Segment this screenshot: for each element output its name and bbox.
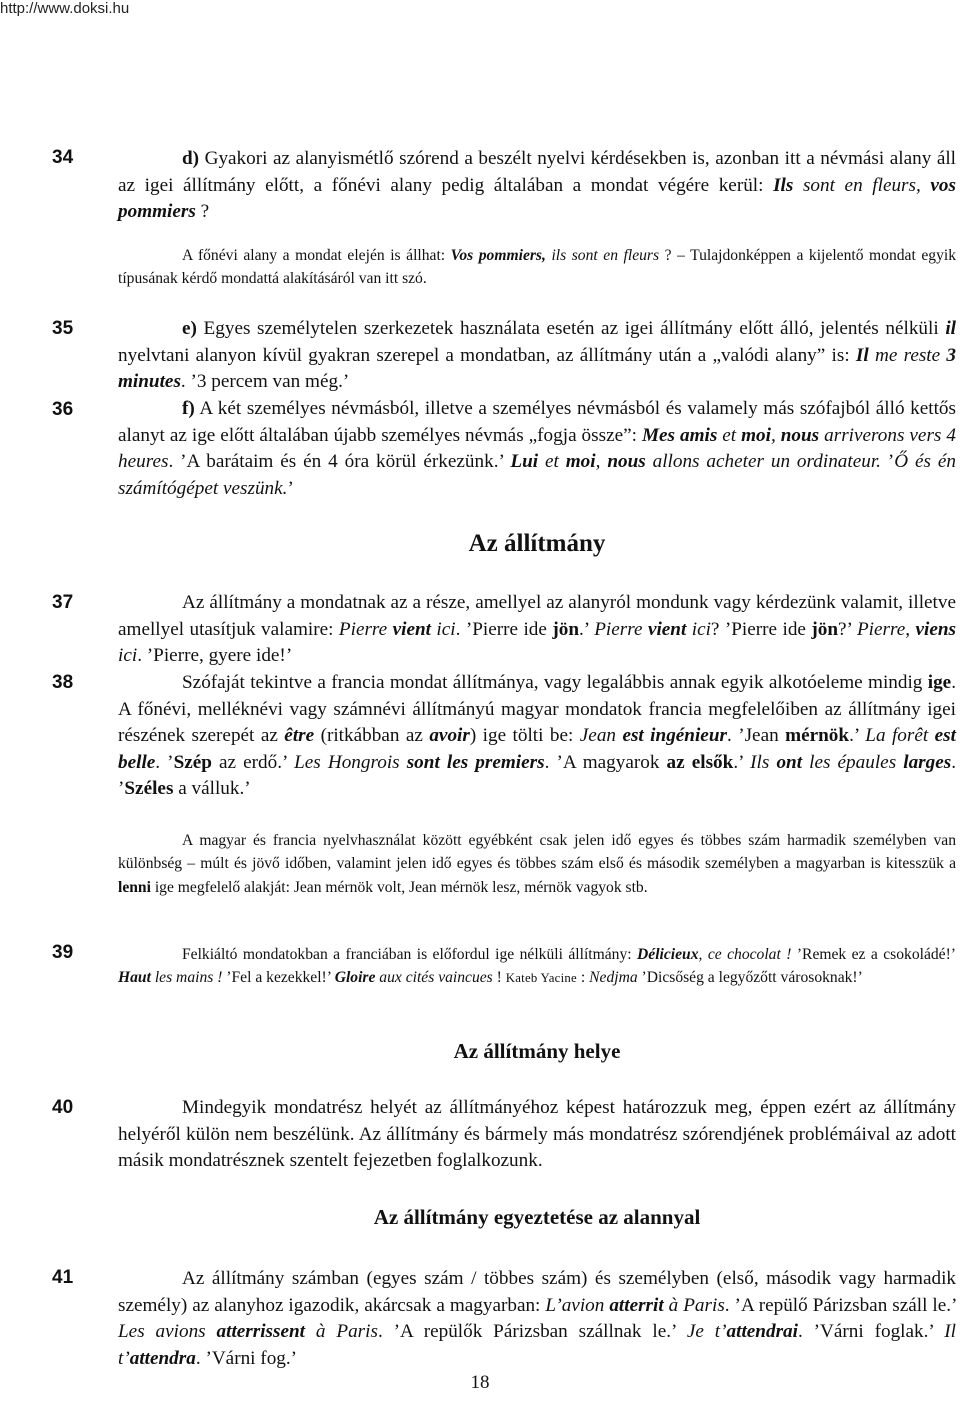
section-number: 37 [52, 592, 74, 613]
section-number: 35 [52, 318, 74, 339]
section-number: 39 [52, 942, 74, 963]
paragraph-34-note: A főnévi alany a mondat elején is állhat: Vos pommiers, ils sont en fleurs ? – Tulajdonképpen a kijelentő mondat egyik típusának kérdő mondattá alakításáról van itt szó. [118, 247, 957, 288]
paragraph-35: e) Egyes személytelen szerkezetek használata esetén az igei állítmány előtt álló, jelentés nélküli il nyelvtani alanyon kívül gyakran szerepel a mondatban, az állítmány után a „valódi alany” is: Il me reste 3 minutes. ’3 percem van még.’ [118, 318, 956, 393]
paragraph-38-note: A magyar és francia nyelvhasználat között egyébként csak jelen idő egyes és többes szám harmadik személyben van különbség – múlt és jövő időben, valamint jelen idő egyes és többes szám első és második személyben a magyarban is kitesszük a lenni ige megfelelő alakját: Jean mérnök volt, Jean mérnök lesz, mérnök vagyok stb. [118, 832, 956, 896]
section-number: 34 [52, 147, 74, 168]
page-number: 18 [470, 1372, 490, 1393]
heading-predicate: Az állítmány [468, 530, 606, 557]
source-url[interactable]: http://www.doksi.hu [0, 0, 130, 17]
section-number: 36 [52, 399, 74, 420]
section-number: 40 [52, 1097, 74, 1118]
section-number: 41 [52, 1267, 74, 1288]
paragraph-38: Szófaját tekintve a francia mondat állítmánya, vagy legalábbis annak egyik alkotóeleme mindig ige. A főnévi, melléknévi vagy számnévi állítmányú magyar mondatok francia megfelelőiben az állítmány igei részének szerepét az être (ritkábban az avoir) ige tölti be: Jean est ingénieur. ’Jean mérnök.’ La forêt est belle. ’Szép az erdő.’ Les Hongrois sont les premiers. ’A magyarok az elsők.’ Ils ont les épaules larges. ’Széles a válluk.’ [118, 672, 957, 800]
paragraph-41: Az állítmány számban (egyes szám / többes szám) és személyben (első, második vagy harmadik személy) az alanyhoz igazodik, akárcsak a magyarban: L’avion atterrit à Paris. ’A repülő Párizsban száll le.’ Les avions atterrissent à Paris. ’A repülők Párizsban szállnak le.’ Je t’attendrai. ’Várni foglak.’ Il t’attendra. ’Várni fog.’ [118, 1268, 956, 1369]
paragraph-40: Mindegyik mondatrész helyét az állítmányéhoz képest határozzuk meg, éppen ezért az állítmány helyéről külön nem beszélünk. Az állítmány és bármely más mondatrész szórendjének problémáival az adott másik mondatrésznek szentelt fejezetben foglalkozunk. [118, 1097, 956, 1172]
paragraph-36: f) A két személyes névmásból, illetve a személyes névmásból és valamely más szófajból álló kettős alanyt az ige előtt általában újabb személyes névmás „fogja össze”: Mes amis et moi, nous arriverons vers 4 heures. ’A barátaim és én 4 óra körül érkezünk.’ Lui et moi, nous allons acheter un ordinateur. ’Ő és én számítógépet veszünk.’ [118, 398, 957, 499]
paragraph-37: Az állítmány a mondatnak az a része, amellyel az alanyról mondunk vagy kérdezünk valamit, illetve amellyel utasítjuk valamire: Pierre vient ici. ’Pierre ide jön.’ Pierre vient ici? ’Pierre ide jön?’ Pierre, viens ici. ’Pierre, gyere ide!’ [118, 592, 956, 667]
heading-predicate-position: Az állítmány helye [453, 1039, 621, 1063]
paragraph-34: d) Gyakori az alanyismétlő szórend a beszélt nyelvi kérdésekben is, azonban itt a névmási alany áll az igei állítmány előtt, a főnévi alany pedig általában a mondat végére kerül: Ils sont en fleurs, vos pommiers ? [118, 148, 956, 223]
section-number: 38 [52, 672, 74, 693]
heading-predicate-agreement: Az állítmány egyeztetése az alannyal [373, 1205, 701, 1229]
paragraph-39: Felkiáltó mondatokban a franciában is előfordul ige nélküli állítmány: Délicieux, ce chocolat ! ’Remek ez a csokoládé!’ Haut les mains ! ’Fel a kezekkel!’ Gloire aux cités vaincues ! Kateb Yacine : Nedjma ’Dicsőség a legyőzőtt városoknak!’ [118, 946, 956, 987]
